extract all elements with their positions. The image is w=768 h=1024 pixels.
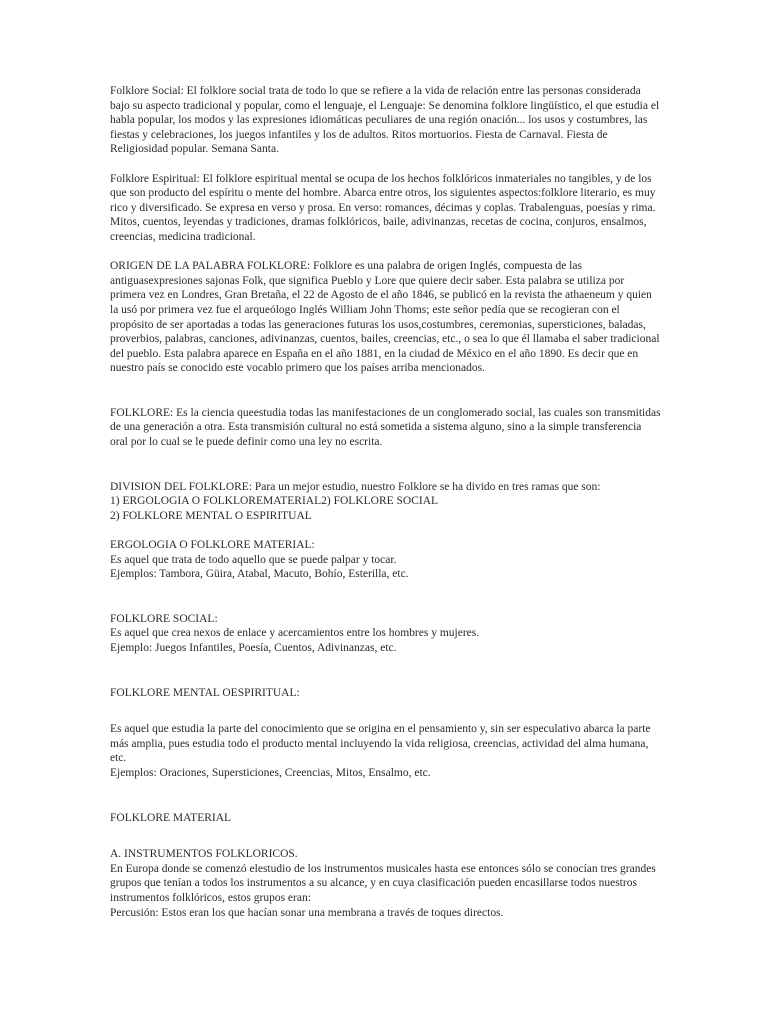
paragraph-folklore-mental: Es aquel que estudia la parte del conocimiento que se origina en el pensamiento y, sin ser especulativo abarca la parte más amplia, pues estudia todo el producto mental incluyendo la vida religiosa, creencias, actividad del alma humana, etc. Ejemplos: Oraciones, Supersticiones, Creencias, Mitos, Ensalmo, etc. [110,723,651,779]
paragraph-origen-palabra: ORIGEN DE LA PALABRA FOLKLORE: Folklore es una palabra de origen Inglés, compuesta de las antiguasexpresiones sajonas Folk, que significa Pueblo y Lore que quiere decir saber. Esta palabra se utiliza por primera vez en Londres, Gran Bretaña, el 22 de Agosto de el año 1846, se publicó en la revista the athaeneum y quien la usó por primera vez fue el arqueólogo Inglés William John Thoms; este señor pedía que se recogieran con el propósito de ser aportadas a todas las generaciones futuras los usos,costumbres, ceremonias, supersticiones, baladas, proverbios, palabras, canciones, adivinanzas, cuentos, bailes, creencias, etc., o sea lo que él llamaba el saber tradicional del pueblo. Esta palabra aparece en España en el año 1881, en la ciudad de México en el año 1890. Es decir que en nuestro país se conocido este vocablo primero que los países arriba mencionados. [110,260,660,375]
paragraph-folklore-espiritual-intro: Folklore Espiritual: El folklore espiritual mental se ocupa de los hechos folklóricos inmateriales no tangibles, y de los que son producto del espíritu o mente del hombre. Abarca entre otros, los siguientes aspectos:folklore literario, es muy rico y diversificado. Se expresa en verso y prosa. En verso: romances, décimas y coplas. Trabalenguas, poesías y rima. Mitos, cuentos, leyendas y tradiciones, dramas folklóricos, baile, adivinanzas, recetas de cocina, conjuros, ensalmos, creencias, medicina tradicional. [110,172,656,243]
paragraph-folklore-definition: FOLKLORE: Es la ciencia queestudia todas las manifestaciones de un conglomerado social, las cuales son transmitidas de una generación a otra. Esta transmisión cultural no está sometida a sistema alguno, sino a la simple transferencia oral por lo cual se le puede definir como una ley no escrita. [110,406,661,449]
paragraph-division-folklore: DIVISION DEL FOLKLORE: Para un mejor estudio, nuestro Folklore se ha divido en tres ramas que son: 1) ERGOLOGIA O FOLKLOREMATERIAL2) FOLKLORE SOCIAL 2) FOLKLORE MENTAL O ESPIRITUAL [110,480,601,522]
paragraph-folklore-social-intro: Folklore Social: El folklore social trata de todo lo que se refiere a la vida de relación entre las personas considerada bajo su aspecto tradicional y popular, como el lenguaje, el Lenguaje: Se denomina folklore lingüístico, el que estudia el habla popular, los modos y las expresiones idiomáticas peculiares de una región onación... los usos y costumbres, las fiestas y celebraciones, los juegos infantiles y los de adultos. Ritos mortuorios. Fiesta de Carnaval. Fiesta de Religiosidad popular. Semana Santa. [110,85,660,156]
paragraph-instrumentos: A. INSTRUMENTOS FOLKLORICOS. En Europa donde se comenzó elestudio de los instrumentos musicales hasta ese entonces sólo se conocían tres grandes grupos que tenían a todos los instrumentos a su alcance, y en cuya clasificación pueden encasillarse todos nuestros instrumentos folklóricos, estos grupos eran: Percusión: Estos eran los que hacían sonar una membrana a través de toques directos. [110,848,656,919]
paragraph-folklore-social: FOLKLORE SOCIAL: Es aquel que crea nexos de enlace y acercamientos entre los hombres y mujeres. Ejemplo: Juegos Infantiles, Poesía, Cuentos, Adivinanzas, etc. [110,612,480,654]
paragraph-ergologia: ERGOLOGIA O FOLKLORE MATERIAL: Es aquel que trata de todo aquello que se puede palpar y tocar. Ejemplos: Tambora, Güira, Atabal, Macuto, Bohío, Esterilla, etc. [110,539,409,581]
heading-folklore-mental: FOLKLORE MENTAL OESPIRITUAL: [110,686,300,699]
heading-folklore-material: FOLKLORE MATERIAL [110,811,232,824]
document-page [110,84,662,920]
